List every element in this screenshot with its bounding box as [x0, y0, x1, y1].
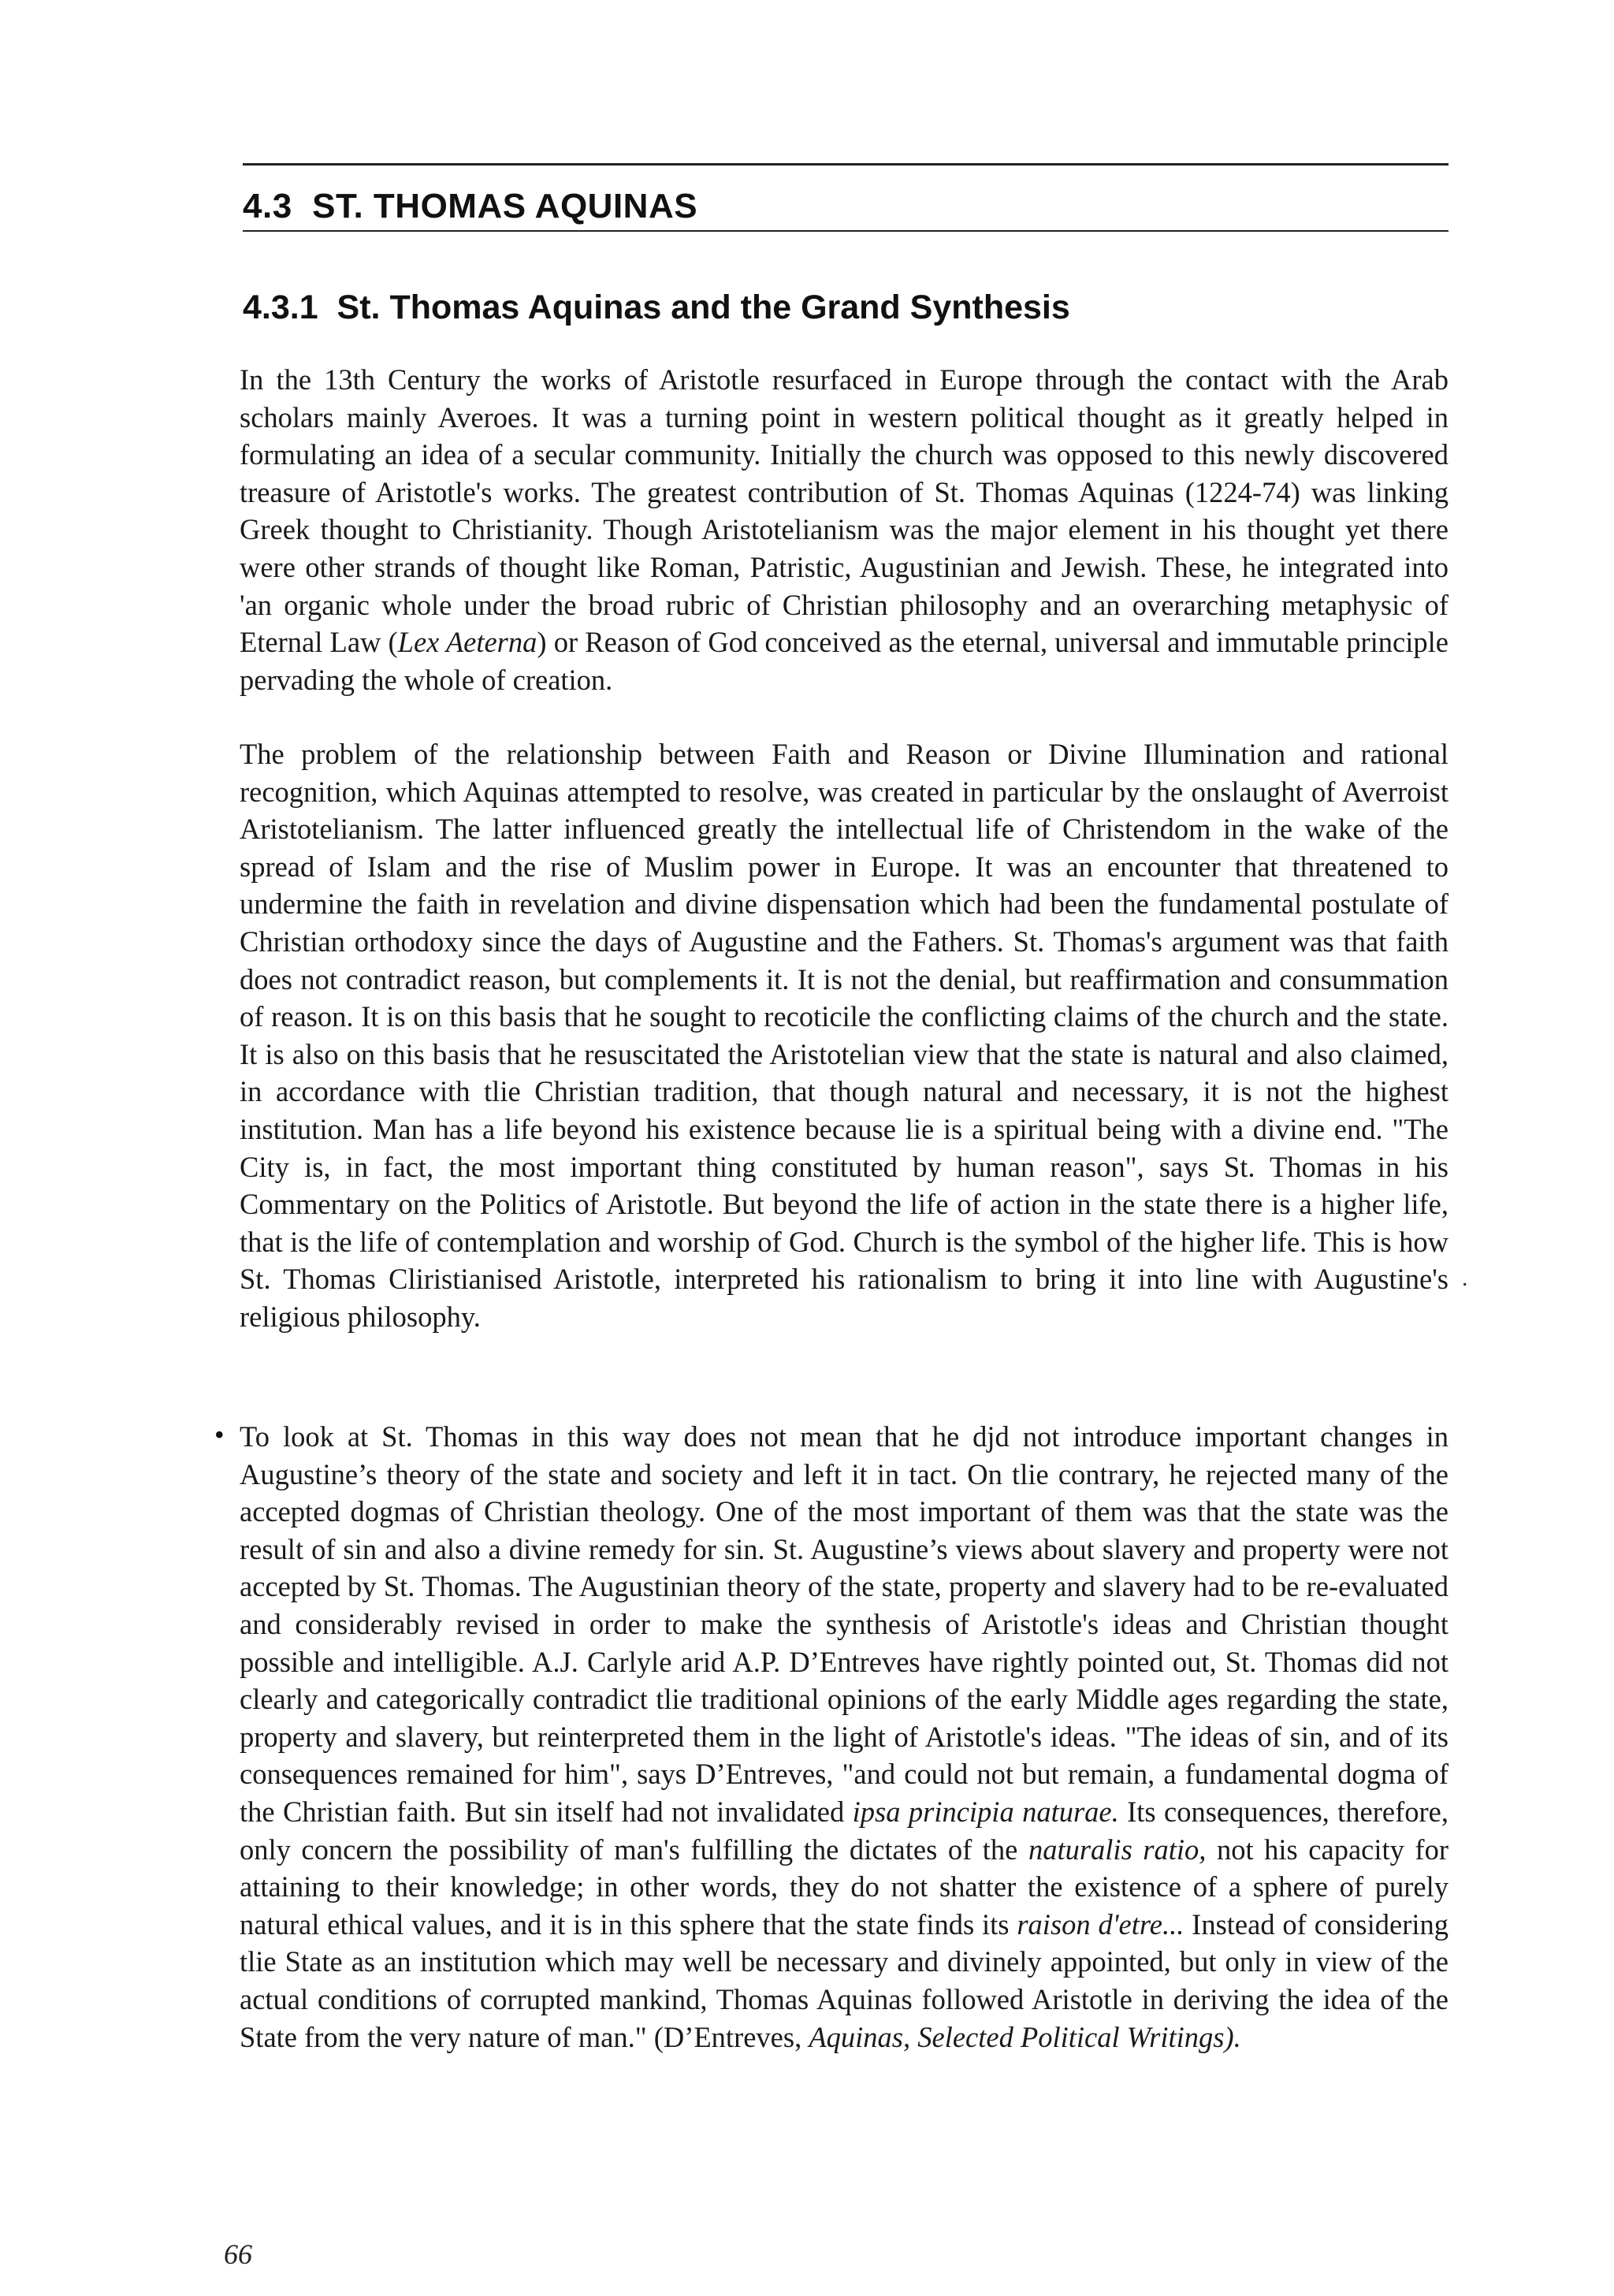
- paragraph-3-text-a: To look at St. Thomas in this way does not mean that he djd not introduce important changes in Augustine’s theory of the state and society and left it in tact. On tlie contrary, he rejected many of the accepted dogmas of Christian theology. One of the most important of them was that the state was the result of sin and also a divine remedy for sin. St. Augustine’s views about slavery and property were not accepted by St. Thomas. The Augustinian theory of the state, property and slavery had to be re-evaluated and considerably revised in order to make the synthesis of Aristotle's ideas and Christian thought possible and intelligible. A.J. Carlyle arid A.P. D’Entreves have rightly pointed out, St. Thomas did not clearly and categorically contradict tlie traditional opinions of the early Middle ages regarding the state, property and slavery, but reinterpreted them in the light of Aristotle's ideas. "The ideas of sin, and of its consequences remained for him", says D’Entreves, "and could not but remain, a fundamental dogma of the Christian faith. But sin itself had not invalidated: [240, 1420, 1449, 1828]
- subsection-title: St. Thomas Aquinas and the Grand Synthesis: [337, 288, 1070, 326]
- heading-underline: [243, 230, 1449, 232]
- paragraph-3-italic-raison-detre: raison d'etre...: [1017, 1907, 1184, 1941]
- paragraph-3-italic-naturalis-ratio: naturalis ratio,: [1028, 1833, 1207, 1866]
- top-rule: [243, 163, 1449, 166]
- paragraph-3-text-c: not his capacity for attaining to their knowledge; in other words, they do not shatter the existence of a sphere of purely natural ethical values, and it is in this sphere that the state finds its: [240, 1833, 1449, 1941]
- stray-mark: .: [1462, 1265, 1468, 1291]
- section-title: ST. THOMAS AQUINAS: [312, 187, 698, 225]
- paragraph-1-text-a: In the 13th Century the works of Aristotle resurfaced in Europe through the contact with the Arab scholars mainly Averoes. It was a turning point in western political thought as it greatly helped in formulating an idea of a secular community. Initially the church was opposed to this newly discovered treasure of Aristotle's works. The greatest contribution of St. Thomas Aquinas (1224-74) was linking Greek thought to Christianity. Though Aristotelianism was the major element in his thought yet there were other strands of thought like Roman, Patristic, Augustinian and Jewish. These, he integrated into 'an organic whole under the broad rubric of Christian philosophy and an overarching metaphysic of Eternal Law (: [240, 363, 1449, 659]
- paragraph-1-italic-lex-aeterna: Lex Aeterna: [397, 626, 537, 659]
- section-heading: [243, 183, 697, 230]
- paragraph-2: The problem of the relationship between Faith and Reason or Divine Illumination and rational recognition, which Aquinas attempted to resolve, was created in particular by the onslaught of Averroist Aristotelianism. The latter influenced greatly the intellectual life of Christendom in the wake of the spread of Islam and the rise of Muslim power in Europe. It was an encounter that threatened to undermine the faith in revelation and divine dispensation which had been the fundamental postulate of Christian orthodoxy since the days of Augustine and the Fathers. St. Thomas's argument was that faith does not contradict reason, but complements it. It is not the denial, but reaffirmation and consummation of reason. It is on this basis that he sought to recoticile the conflicting claims of the church and the state. It is also on this basis that he resuscitated the Aristotelian view that the state is natural and also claimed, in accordance with tlie Christian tradition, that though natural and necessary, it is not the highest institution. Man has a life beyond his existence because lie is a spiritual being with a divine end. "The City is, in fact, the most important thing constituted by human reason", says St. Thomas in his Commentary on the Politics of Aristotle. But beyond the life of action in the state there is a higher life, that is the life of contemplation and worship of God. Church is the symbol of the higher life. This is how St. Thomas Cliristianised Aristotle, interpreted his rationalism to bring it into line with Augustine's religious philosophy.: [240, 738, 1449, 1333]
- subsection-heading: [243, 284, 1070, 331]
- paragraph-3-italic-citation: Aquinas, Selected Political Writings).: [809, 2020, 1241, 2053]
- paragraph-3-text-b: Its consequences, therefore, only concern the possibility of man's fulfilling the dictates of the: [240, 1795, 1449, 1866]
- subsection-number: 4.3.1: [243, 288, 318, 326]
- section-number: 4.3: [243, 187, 292, 225]
- paragraph-3-text-d: Instead of considering tlie State as an institution which may well be necessary and divinely appointed, but only in view of the actual conditions of corrupted mankind, Thomas Aquinas followed Aristotle in deriving the idea of the State from the very nature of man." (D’Entreves,: [240, 1907, 1449, 2053]
- bullet-mark: •: [214, 1419, 225, 1450]
- paragraph-3-italic-ipsa-principia: ipsa principia naturae.: [852, 1795, 1119, 1828]
- paragraph-1-text-b: ) or Reason of God conceived as the eternal, universal and immutable principle pervading the whole of creation.: [240, 626, 1449, 696]
- paragraph-3: [240, 1418, 1449, 2056]
- paragraph-1: [240, 361, 1449, 698]
- page-number: 66: [224, 2238, 252, 2270]
